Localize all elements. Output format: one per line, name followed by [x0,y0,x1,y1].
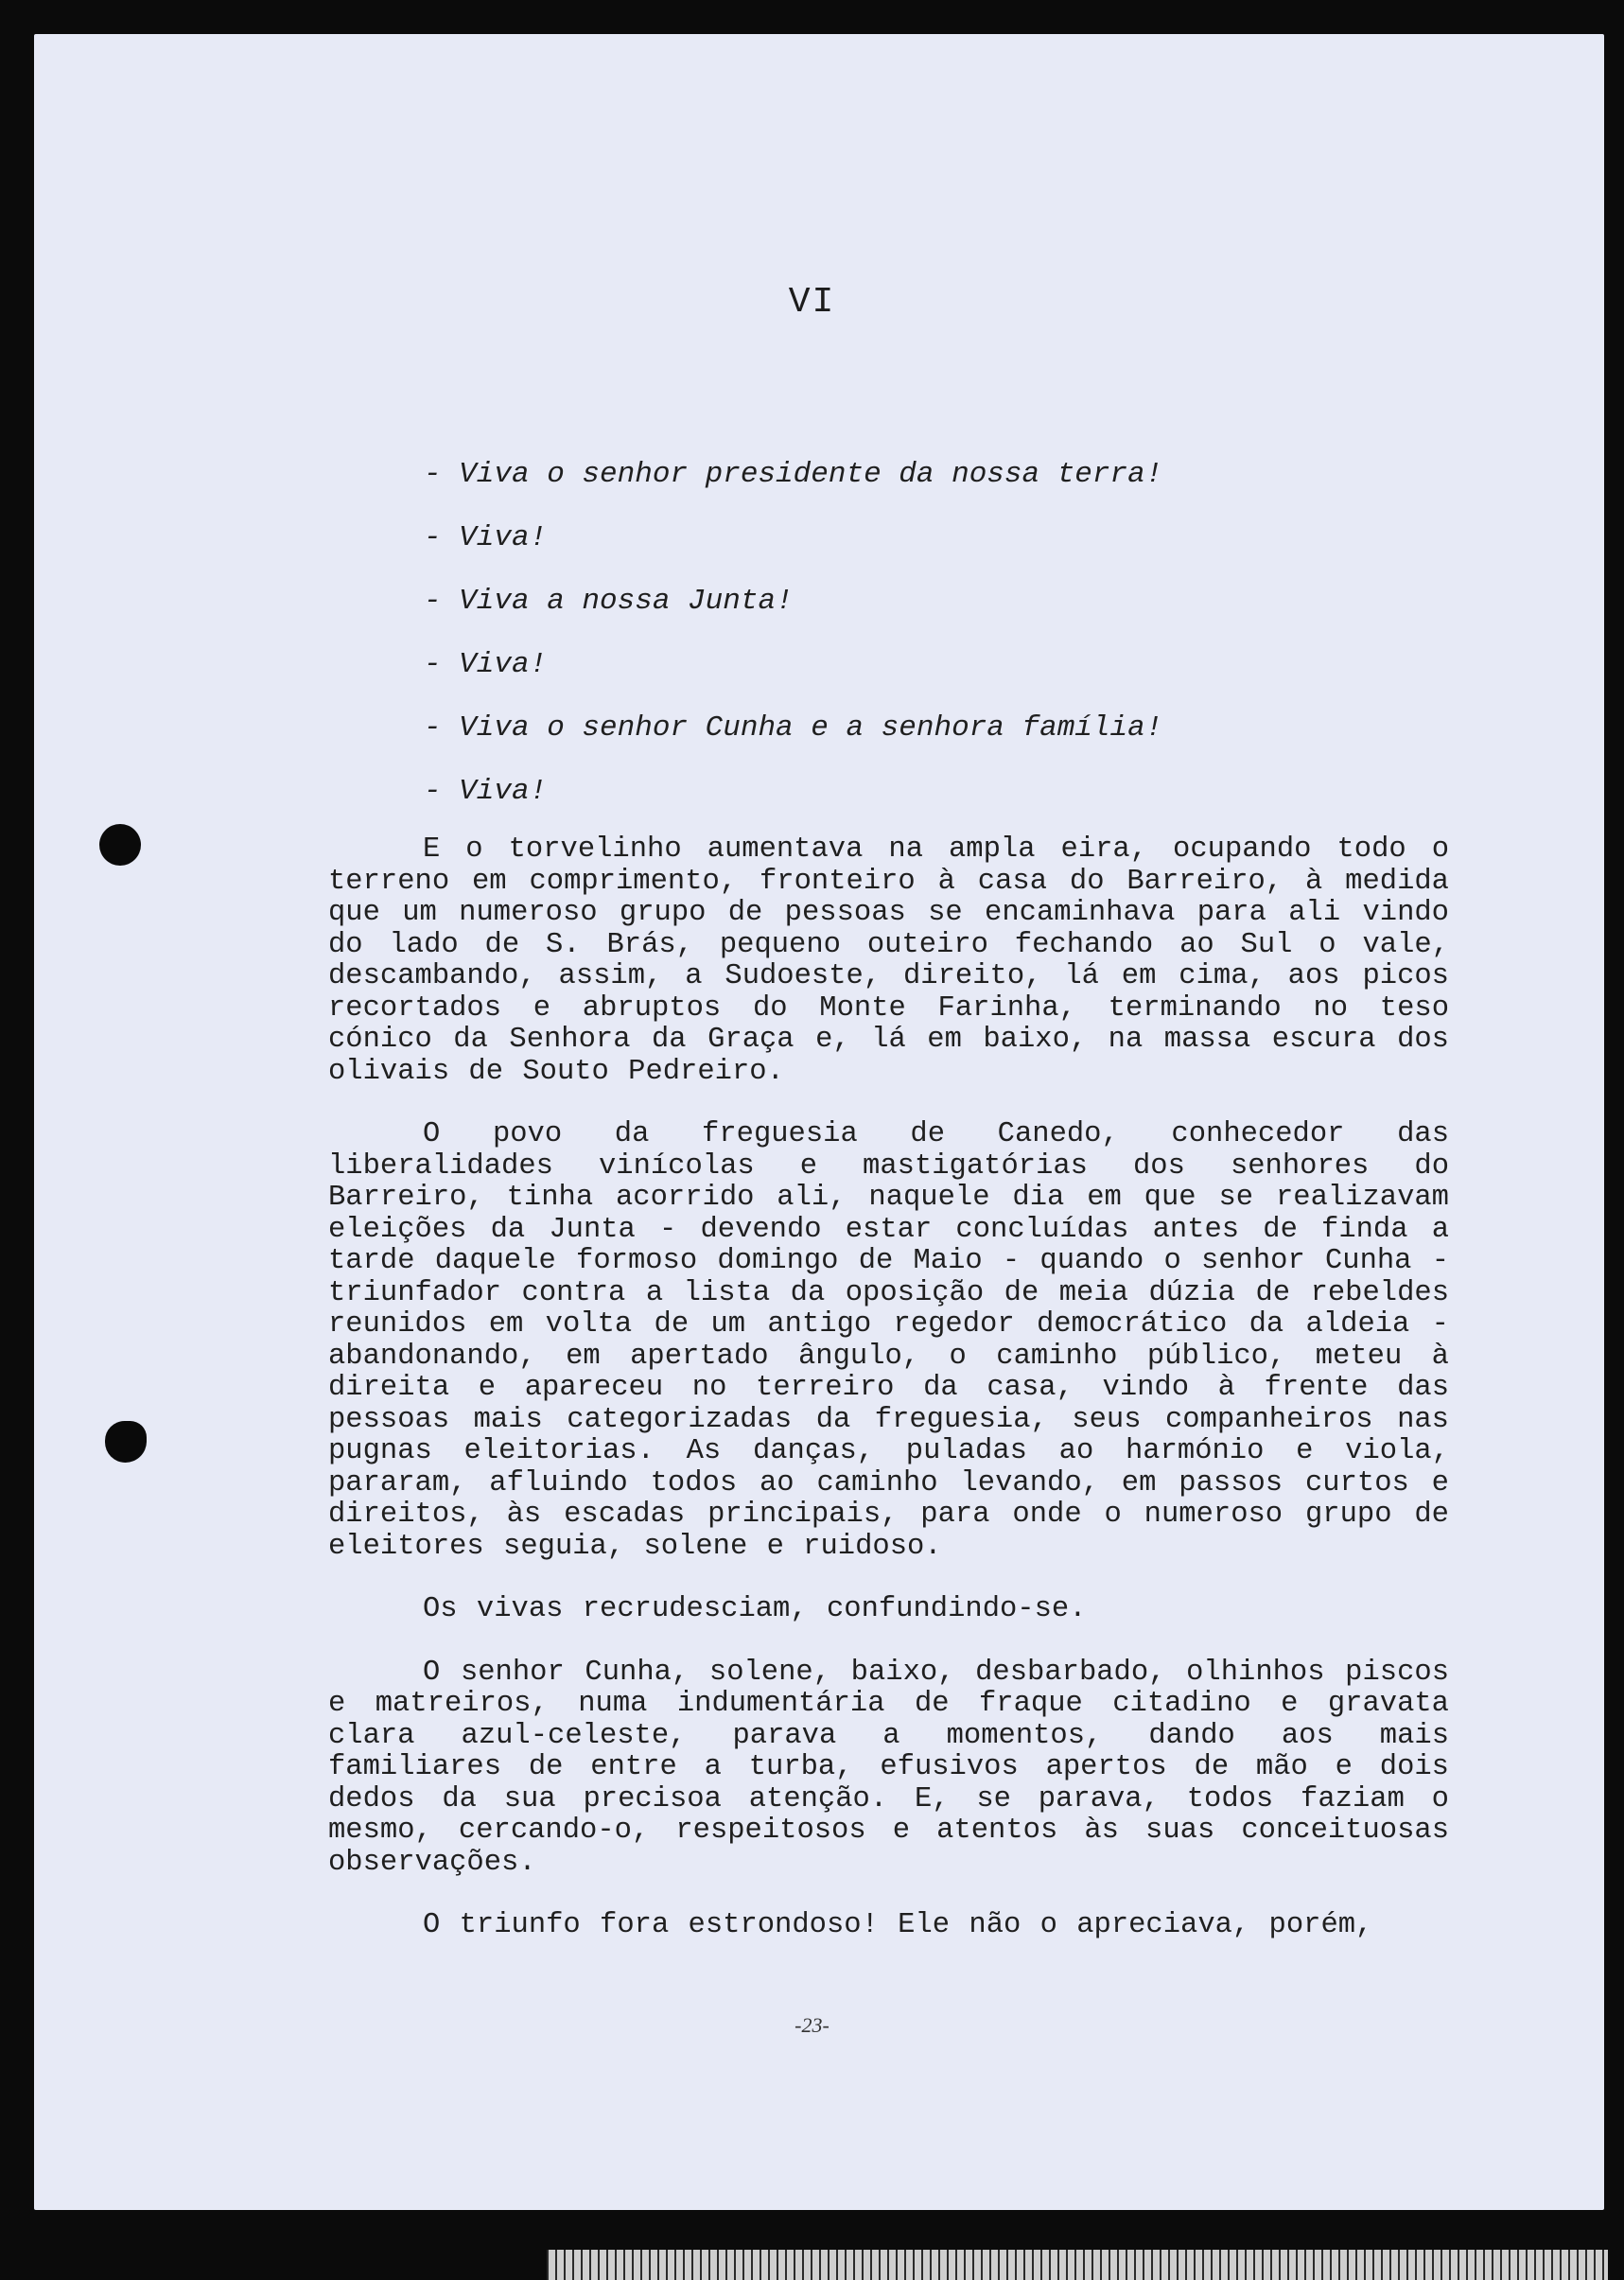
punch-hole-icon [105,1421,147,1463]
paragraph: O povo da freguesia de Canedo, conhecedor das liberalidades vinícolas e mastigatórias dos senhores do Barreiro, tinha acorrido ali, naquele dia em que se realizavam eleições da Junta - devendo estar concluídas antes de finda a tarde daquele formoso domingo de Maio - quando o senhor Cunha - triunfador contra a lista da oposição de meia dúzia de rebeldes reunidos em volta de um antigo regedor democrático da aldeia - abandonando, em apertado ângulo, o caminho público, meteu à direita e apareceu no terreiro da casa, vindo à frente das pessoas mais categorizadas da freguesia, seus companheiros nas pugnas eleitorias. As danças, puladas ao harmónio e viola, pararam, afluindo todos ao caminho levando, em passos curtos e direitos, às escadas principais, para onde o numeroso grupo de eleitores seguia, solene e ruidoso. [328,1118,1449,1563]
paragraph: O senhor Cunha, solene, baixo, desbarbado, olhinhos piscos e matreiros, numa indumentária de fraque citadino e gravata clara azul-celeste, parava a momentos, dando aos mais familiares de entre a turba, efusivos apertos de mão e dois dedos da sua precisoa atenção. E, se parava, todos faziam o mesmo, cercando-o, respeitosos e atentos às suas conceituosas observações. [328,1656,1449,1879]
dialogue-line: - Viva! [424,521,548,554]
dialogue-list [424,456,1162,836]
chapter-title: VI [788,282,836,323]
dialogue-line: - Viva! [424,775,548,808]
dialogue-line: - Viva o senhor presidente da nossa terra! [424,458,1163,491]
dialogue-line: - Viva o senhor Cunha e a senhora família! [424,711,1163,745]
paragraph: E o torvelinho aumentava na ampla eira, ocupando todo o terreno em comprimento, fronteiro à casa do Barreiro, à medida que um numeroso grupo de pessoas se encaminhava para ali vindo do lado de S. Brás, pequeno outeiro fechando ao Sul o vale, descambando, assim, a Sudoeste, direito, lá em cima, aos picos recortados e abruptos do Monte Farinha, terminando no teso cónico da Senhora da Graça e, lá em baixo, na massa escura dos olivais de Souto Pedreiro. [328,833,1449,1088]
paragraph: O triunfo fora estrondoso! Ele não o apreciava, porém, [423,1909,1373,1941]
punch-hole-icon [99,824,141,866]
paragraph: Os vivas recrudesciam, confundindo-se. [423,1593,1087,1625]
page-number: -23- [795,2013,829,2037]
dialogue-line: - Viva a nossa Junta! [424,585,794,618]
body-text [328,834,1449,1973]
dialogue-line: - Viva! [424,648,548,681]
scale-ruler [547,2250,1608,2280]
